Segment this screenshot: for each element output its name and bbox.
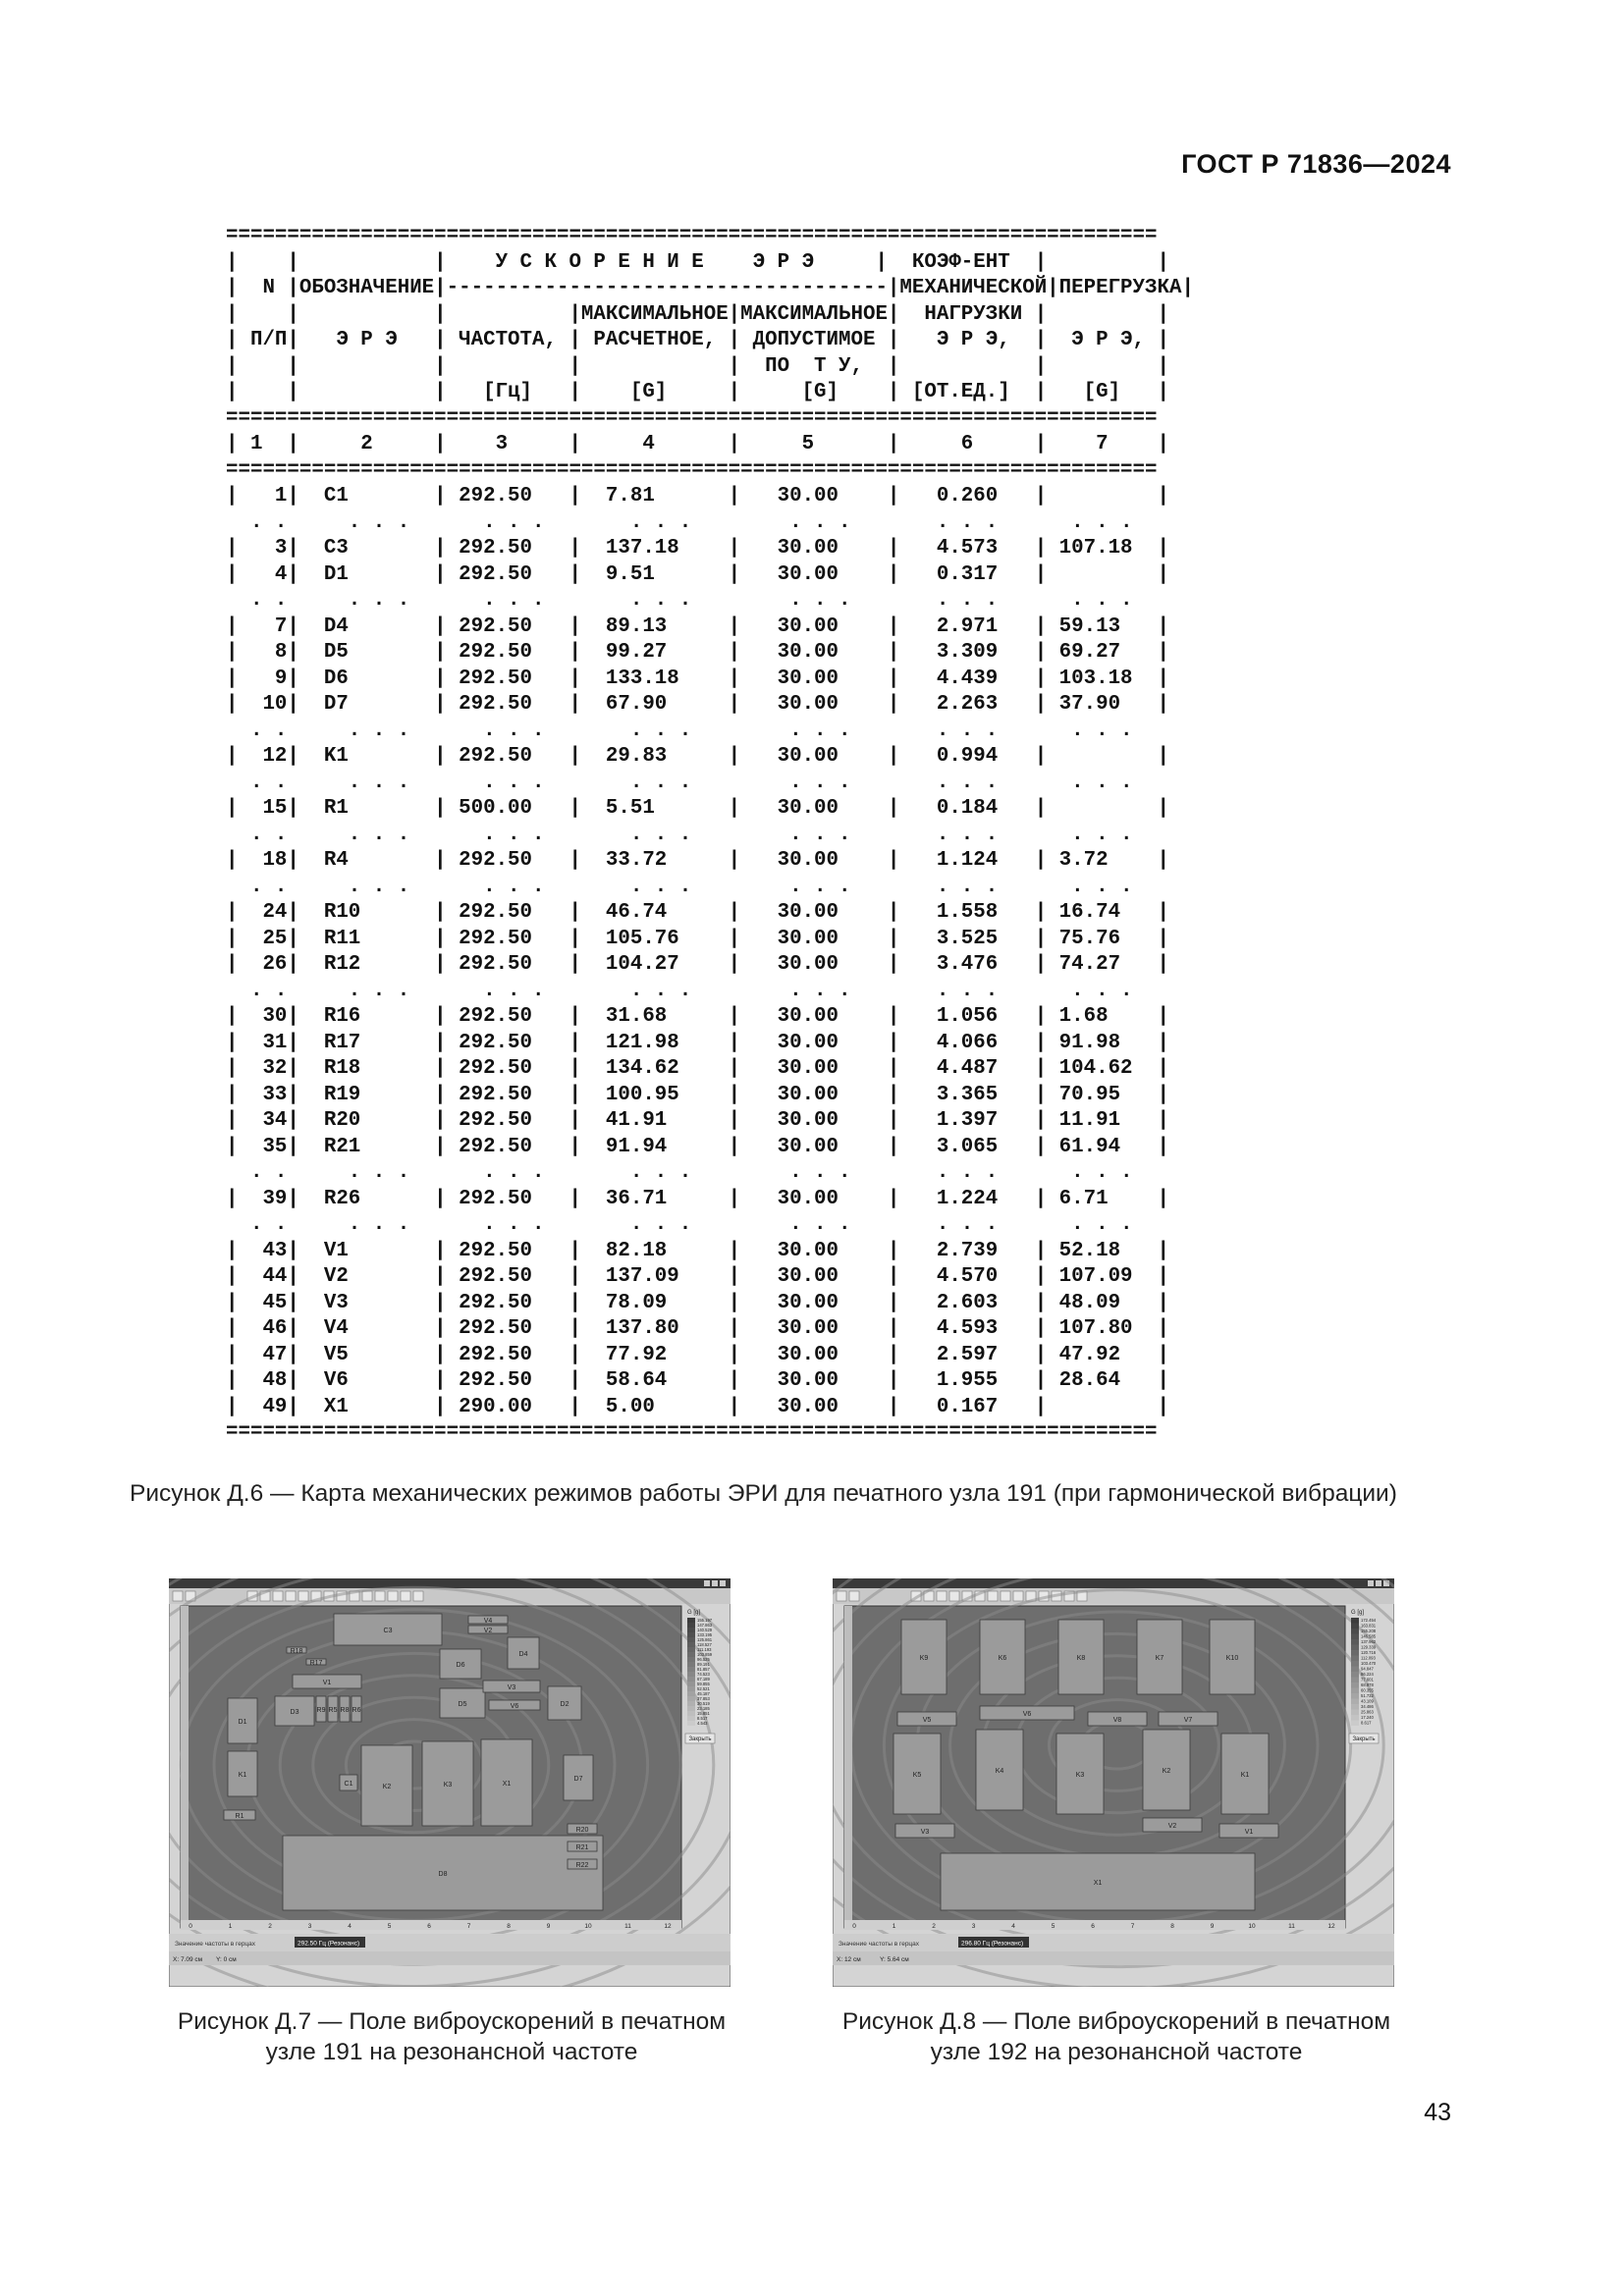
legend-value: 43.109 bbox=[1361, 1698, 1374, 1704]
legend-swatch bbox=[687, 1647, 695, 1652]
table-row-D5: | 8| D5 | 292.50 | 99.27 | 30.00 | 3.309 | 69.27 | bbox=[226, 641, 1169, 664]
status-x-coordinate: X: 7.09 см bbox=[173, 1956, 203, 1963]
title-bar bbox=[833, 1578, 1394, 1588]
legend-swatch bbox=[1351, 1721, 1359, 1727]
page-number: 43 bbox=[1424, 2099, 1451, 2126]
component-label: K3 bbox=[443, 1782, 453, 1789]
toolbar-tool-icon[interactable] bbox=[837, 1591, 846, 1601]
axis-tick-label: 9 bbox=[1210, 1923, 1215, 1930]
axis-tick-label: 0 bbox=[189, 1923, 192, 1930]
legend-swatch bbox=[1351, 1710, 1359, 1716]
axis-tick-label: 4 bbox=[1011, 1923, 1015, 1930]
component-label: R8 bbox=[340, 1707, 350, 1714]
legend-value: 8.617 bbox=[1361, 1720, 1372, 1726]
legend-swatch bbox=[1351, 1656, 1359, 1662]
table-row-R16: | 30| R16 | 292.50 | 31.68 | 30.00 | 1.056 | 1.68 | bbox=[226, 1005, 1169, 1028]
component-label: D2 bbox=[560, 1701, 569, 1708]
legend-value: 81.857 bbox=[697, 1667, 710, 1672]
legend-value: 125.861 bbox=[697, 1637, 713, 1642]
component-label: C3 bbox=[383, 1628, 393, 1634]
table-row-R11: | 25| R11 | 292.50 | 105.76 | 30.00 | 3.525 | 75.76 | bbox=[226, 927, 1169, 950]
frequency-value: 292.50 Гц (Резонанс) bbox=[298, 1940, 360, 1948]
component-label: R21 bbox=[575, 1844, 589, 1851]
component-label: V1 bbox=[322, 1680, 332, 1686]
legend-value: 146.585 bbox=[1361, 1633, 1377, 1639]
component-label: V7 bbox=[1183, 1717, 1193, 1724]
axis-tick-label: 5 bbox=[387, 1923, 392, 1930]
table-row-D1: | 4| D1 | 292.50 | 9.51 | 30.00 | 0.317 | | bbox=[226, 562, 1169, 586]
legend-swatch bbox=[1351, 1661, 1359, 1667]
legend-swatch bbox=[1351, 1715, 1359, 1721]
frequency-label: Значение частоты в герцах bbox=[175, 1941, 256, 1948]
component-label: K7 bbox=[1155, 1655, 1164, 1662]
legend-unit: G [g] bbox=[687, 1610, 701, 1616]
table-row-V2: | 44| V2 | 292.50 | 137.09 | 30.00 | 4.570 | 107.09 | bbox=[226, 1265, 1169, 1288]
close-button-label: Закрыть bbox=[1352, 1736, 1376, 1742]
legend-value: 133.195 bbox=[697, 1632, 713, 1637]
legend-swatch bbox=[1351, 1650, 1359, 1656]
table-row-R10: | 24| R10 | 292.50 | 46.74 | 30.00 | 1.558 | 16.74 | bbox=[226, 901, 1169, 924]
horizontal-ruler bbox=[844, 1920, 1345, 1930]
component-label: R18 bbox=[290, 1648, 303, 1655]
axis-tick-label: 0 bbox=[852, 1923, 856, 1930]
axis-tick-label: 8 bbox=[1170, 1923, 1174, 1930]
axis-tick-label: 10 bbox=[584, 1923, 592, 1930]
toolbar-tool-icon[interactable] bbox=[937, 1591, 947, 1601]
vertical-ruler bbox=[181, 1606, 189, 1928]
axis-tick-label: 5 bbox=[1051, 1923, 1056, 1930]
axis-tick-label: 2 bbox=[268, 1923, 272, 1930]
legend-swatch bbox=[1351, 1682, 1359, 1688]
component-label: D1 bbox=[238, 1719, 247, 1726]
axis-tick-label: 11 bbox=[1288, 1923, 1295, 1930]
table-row-C3: | 3| C3 | 292.50 | 137.18 | 30.00 | 4.573 | 107.18 | bbox=[226, 537, 1169, 560]
table-row-D4: | 7| D4 | 292.50 | 89.13 | 30.00 | 2.971 | 59.13 | bbox=[226, 614, 1169, 638]
legend-value: 94.847 bbox=[1361, 1666, 1374, 1672]
figure-caption-d6: Рисунок Д.6 — Карта механических режимов работы ЭРИ для печатного узла 191 (при гармонической вибрации) bbox=[130, 1480, 1397, 1507]
axis-tick-label: 9 bbox=[546, 1923, 551, 1930]
axis-tick-label: 2 bbox=[932, 1923, 936, 1930]
vibration-field-screenshot-191 bbox=[169, 1578, 731, 1987]
component-label: K3 bbox=[1075, 1772, 1085, 1779]
legend-swatch bbox=[1351, 1624, 1359, 1629]
legend-swatch bbox=[1351, 1634, 1359, 1640]
axis-tick-label: 1 bbox=[228, 1923, 233, 1930]
table-header-line: | | | | | ПО Т У, | | | bbox=[226, 354, 1169, 378]
vibration-field-screenshot-192 bbox=[833, 1578, 1394, 1987]
component-label: K8 bbox=[1076, 1655, 1086, 1662]
frequency-label: Значение частоты в герцах bbox=[839, 1941, 920, 1948]
component-label: V3 bbox=[507, 1684, 516, 1691]
legend-value: 155.208 bbox=[1361, 1629, 1377, 1633]
component-label: V4 bbox=[483, 1618, 493, 1625]
toolbar-tool-icon[interactable] bbox=[273, 1591, 283, 1601]
legend-swatch bbox=[1351, 1699, 1359, 1705]
legend-swatch bbox=[1351, 1618, 1359, 1624]
axis-tick-label: 3 bbox=[307, 1923, 312, 1930]
toolbar-tool-icon[interactable] bbox=[298, 1591, 308, 1601]
table-header-line: | N |ОБОЗНАЧЕНИЕ|------------------------------------|МЕХАНИЧЕСКОЙ|ПЕРЕГРУЗКА| bbox=[226, 277, 1194, 299]
component-label: K2 bbox=[1162, 1768, 1171, 1775]
table-row-C1: | 1| C1 | 292.50 | 7.81 | 30.00 | 0.260 | | bbox=[226, 485, 1169, 507]
legend-value: 68.978 bbox=[1361, 1682, 1374, 1687]
component-label: R17 bbox=[309, 1660, 323, 1667]
toolbar-tool-icon[interactable] bbox=[849, 1591, 859, 1601]
legend-value: 140.529 bbox=[697, 1628, 713, 1632]
component-label: R9 bbox=[316, 1707, 326, 1714]
table-header-line: | | | [Гц] | [G] | [G] | [ОТ.ЕД.] | [G] | bbox=[226, 381, 1169, 403]
axis-tick-label: 7 bbox=[1130, 1923, 1135, 1930]
axis-tick-label: 12 bbox=[1327, 1923, 1335, 1930]
legend-value: 147.863 bbox=[697, 1623, 713, 1628]
legend-value: 37.853 bbox=[697, 1696, 710, 1701]
component-label: D5 bbox=[458, 1701, 467, 1708]
legend-value: 67.189 bbox=[697, 1677, 710, 1682]
table-row-R18: | 32| R18 | 292.50 | 134.62 | 30.00 | 4.487 | 104.62 | bbox=[226, 1057, 1169, 1080]
table-row-V4: | 46| V4 | 292.50 | 137.80 | 30.00 | 4.593 | 107.80 | bbox=[226, 1317, 1169, 1340]
table-row-X1: | 49| X1 | 290.00 | 5.00 | 30.00 | 0.167 | | bbox=[226, 1395, 1169, 1418]
component-label: D8 bbox=[438, 1871, 448, 1878]
table-ellipsis-row: . . . . . . . . . . . . . . . . . . . . bbox=[226, 771, 1133, 794]
minimize-window-button[interactable] bbox=[704, 1580, 710, 1586]
legend-swatch bbox=[687, 1618, 695, 1623]
legend-swatch bbox=[687, 1632, 695, 1637]
legend-value: 118.527 bbox=[697, 1642, 712, 1647]
legend-swatch bbox=[687, 1691, 695, 1696]
toolbar-tool-icon[interactable] bbox=[362, 1591, 372, 1601]
table-ellipsis-row: . . . . . . . . . . . . . . . . . . . . bbox=[226, 979, 1133, 1002]
component-label: R1 bbox=[235, 1813, 244, 1820]
table-column-numbers: | 1 | 2 | 3 | 4 | 5 | 6 | 7 | bbox=[226, 433, 1169, 455]
legend-swatch bbox=[1351, 1678, 1359, 1683]
component-label: D3 bbox=[290, 1709, 299, 1716]
figure-caption-d8: Рисунок Д.8 — Поле виброускорений в печатном узле 192 на резонансной частоте bbox=[841, 2008, 1391, 2065]
legend-value: 96.525 bbox=[697, 1657, 710, 1662]
legend-value: 15.851 bbox=[697, 1711, 710, 1716]
frequency-value: 296.80 Гц (Резонанс) bbox=[961, 1940, 1024, 1948]
legend-value: 34.486 bbox=[1361, 1704, 1374, 1709]
legend-value: 86.224 bbox=[1361, 1672, 1374, 1677]
component-label: K5 bbox=[912, 1772, 922, 1779]
table-border: ============================================================================ bbox=[226, 225, 1158, 247]
legend-value: 51.732 bbox=[1361, 1693, 1374, 1698]
component-label: R6 bbox=[352, 1707, 361, 1714]
title-bar bbox=[169, 1578, 731, 1588]
legend-value: 163.831 bbox=[1361, 1623, 1377, 1629]
component-label: V2 bbox=[483, 1628, 493, 1634]
legend-value: 129.339 bbox=[1361, 1644, 1377, 1650]
toolbar-tool-icon[interactable] bbox=[375, 1591, 385, 1601]
table-row-D6: | 9| D6 | 292.50 | 133.18 | 30.00 | 4.439 | 103.18 | bbox=[226, 667, 1169, 690]
legend-swatch bbox=[1351, 1672, 1359, 1678]
legend-unit: G [g] bbox=[1351, 1610, 1365, 1616]
close-window-button[interactable] bbox=[720, 1580, 726, 1586]
axis-tick-label: 6 bbox=[427, 1923, 431, 1930]
axis-tick-label: 8 bbox=[507, 1923, 511, 1930]
legend-value: 120.716 bbox=[1361, 1650, 1377, 1655]
component-label: D4 bbox=[518, 1651, 528, 1658]
status-x-coordinate: X: 12 см bbox=[837, 1956, 861, 1963]
component-label: C1 bbox=[344, 1781, 353, 1788]
table-border: ============================================================================ bbox=[226, 1421, 1158, 1444]
table-row-R1: | 15| R1 | 500.00 | 5.51 | 30.00 | 0.184 | | bbox=[226, 797, 1169, 820]
legend-value: 25.863 bbox=[1361, 1709, 1374, 1715]
minimize-window-button[interactable] bbox=[1368, 1580, 1374, 1586]
legend-value: 74.523 bbox=[697, 1672, 710, 1677]
horizontal-ruler bbox=[181, 1920, 681, 1930]
table-row-K1: | 12| K1 | 292.50 | 29.83 | 30.00 | 0.994 | | bbox=[226, 745, 1169, 768]
legend-value: 60.355 bbox=[1361, 1687, 1374, 1693]
legend-swatch bbox=[1351, 1693, 1359, 1699]
legend-value: 172.454 bbox=[1361, 1618, 1377, 1623]
component-label: K6 bbox=[998, 1655, 1007, 1662]
legend-swatch bbox=[687, 1682, 695, 1686]
legend-value: 89.191 bbox=[697, 1662, 710, 1667]
legend-value: 59.855 bbox=[697, 1682, 710, 1686]
table-row-D7: | 10| D7 | 292.50 | 67.90 | 30.00 | 2.263 | 37.90 | bbox=[226, 693, 1169, 716]
toolbar-tool-icon[interactable] bbox=[413, 1591, 423, 1601]
table-row-R4: | 18| R4 | 292.50 | 33.72 | 30.00 | 1.124 | 3.72 | bbox=[226, 849, 1169, 872]
legend-swatch bbox=[687, 1716, 695, 1721]
axis-tick-label: 12 bbox=[664, 1923, 672, 1930]
legend-value: 23.185 bbox=[697, 1706, 710, 1711]
legend-value: 30.519 bbox=[697, 1701, 710, 1706]
legend-swatch bbox=[687, 1672, 695, 1677]
legend-swatch bbox=[1351, 1667, 1359, 1673]
vertical-ruler bbox=[844, 1606, 852, 1928]
legend-swatch bbox=[687, 1642, 695, 1647]
legend-swatch bbox=[1351, 1639, 1359, 1645]
table-ellipsis-row: . . . . . . . . . . . . . . . . . . . . bbox=[226, 875, 1133, 898]
component-label: V6 bbox=[1022, 1711, 1032, 1718]
table-ellipsis-row: . . . . . . . . . . . . . . . . . . . . bbox=[226, 589, 1133, 612]
legend-swatch bbox=[687, 1657, 695, 1662]
legend-value: 45.187 bbox=[697, 1691, 710, 1696]
table-ellipsis-row: . . . . . . . . . . . . . . . . . . . . bbox=[226, 510, 1133, 534]
toolbar-tool-icon[interactable] bbox=[1001, 1591, 1010, 1601]
table-ellipsis-row: . . . . . . . . . . . . . . . . . . . . bbox=[226, 1213, 1133, 1236]
table-border: ============================================================================ bbox=[226, 406, 1158, 430]
table-row-R17: | 31| R17 | 292.50 | 121.98 | 30.00 | 4.066 | 91.98 | bbox=[226, 1031, 1169, 1054]
table-row-R21: | 35| R21 | 292.50 | 91.94 | 30.00 | 3.065 | 61.94 | bbox=[226, 1135, 1169, 1158]
component-label: V1 bbox=[1244, 1829, 1254, 1836]
legend-value: 155.197 bbox=[697, 1618, 713, 1623]
legend-swatch bbox=[687, 1696, 695, 1701]
table-header-line: | | | У С К О Р Е Н И Е Э Р Э | КОЭФ-ЕНТ | | bbox=[226, 250, 1169, 274]
component-label: X1 bbox=[1093, 1880, 1103, 1887]
toolbar-tool-icon[interactable] bbox=[1013, 1591, 1023, 1601]
close-button-label: Закрыть bbox=[688, 1736, 712, 1742]
component-label: K2 bbox=[382, 1784, 392, 1790]
legend-value: 112.093 bbox=[1361, 1655, 1376, 1661]
legend-swatch bbox=[687, 1706, 695, 1711]
component-label: V5 bbox=[922, 1717, 932, 1724]
toolbar-tool-icon[interactable] bbox=[949, 1591, 959, 1601]
table-row-V5: | 47| V5 | 292.50 | 77.92 | 30.00 | 2.597 | 47.92 | bbox=[226, 1343, 1169, 1366]
component-label: R22 bbox=[575, 1862, 589, 1869]
legend-value: 137.962 bbox=[1361, 1639, 1377, 1644]
component-label: X1 bbox=[502, 1781, 512, 1788]
component-label: V3 bbox=[920, 1829, 930, 1836]
component-label: V8 bbox=[1112, 1717, 1122, 1724]
table-ellipsis-row: . . . . . . . . . . . . . . . . . . . . bbox=[226, 1161, 1133, 1184]
table-row-V6: | 48| V6 | 292.50 | 58.64 | 30.00 | 1.955 | 28.64 | bbox=[226, 1369, 1169, 1392]
table-row-R26: | 39| R26 | 292.50 | 36.71 | 30.00 | 1.224 | 6.71 | bbox=[226, 1187, 1169, 1210]
legend-swatch bbox=[1351, 1688, 1359, 1694]
component-label: V6 bbox=[510, 1703, 519, 1710]
toolbar-tool-icon[interactable] bbox=[286, 1591, 296, 1601]
axis-tick-label: 4 bbox=[348, 1923, 352, 1930]
status-y-coordinate: Y: 5.64 см bbox=[880, 1956, 909, 1963]
component-label: K4 bbox=[995, 1768, 1004, 1775]
maximize-window-button[interactable] bbox=[1376, 1580, 1381, 1586]
legend-swatch bbox=[687, 1667, 695, 1672]
axis-tick-label: 6 bbox=[1091, 1923, 1095, 1930]
legend-value: 111.193 bbox=[697, 1647, 712, 1652]
legend-swatch bbox=[1351, 1645, 1359, 1651]
status-bar bbox=[169, 1951, 731, 1965]
axis-tick-label: 1 bbox=[892, 1923, 896, 1930]
legend-swatch bbox=[687, 1628, 695, 1632]
component-label: K1 bbox=[1240, 1772, 1250, 1779]
table-header-line: | П/П| Э Р Э | ЧАСТОТА, | РАСЧЕТНОЕ, | ДОПУСТИМОЕ | Э Р Э, | Э Р Э, | bbox=[226, 329, 1169, 351]
legend-swatch bbox=[687, 1677, 695, 1682]
table-row-R19: | 33| R19 | 292.50 | 100.95 | 30.00 | 3.365 | 70.95 | bbox=[226, 1083, 1169, 1106]
axis-tick-label: 7 bbox=[466, 1923, 471, 1930]
component-label: K9 bbox=[919, 1655, 929, 1662]
legend-swatch bbox=[1351, 1629, 1359, 1634]
legend-value: 77.601 bbox=[1361, 1677, 1374, 1682]
component-label: K1 bbox=[238, 1772, 247, 1779]
maximize-window-button[interactable] bbox=[712, 1580, 718, 1586]
legend-swatch bbox=[687, 1662, 695, 1667]
component-label: K10 bbox=[1225, 1655, 1239, 1662]
component-label: D7 bbox=[573, 1776, 583, 1783]
toolbar-tool-icon[interactable] bbox=[988, 1591, 998, 1601]
legend-value: 103.859 bbox=[697, 1652, 713, 1657]
status-bar bbox=[833, 1951, 1394, 1965]
legend-swatch bbox=[687, 1721, 695, 1726]
figure-caption-d7: Рисунок Д.7 — Поле виброускорений в печатном узле 191 на резонансной частоте bbox=[177, 2008, 727, 2065]
table-row-V1: | 43| V1 | 292.50 | 82.18 | 30.00 | 2.739 | 52.18 | bbox=[226, 1239, 1169, 1262]
table-ellipsis-row: . . . . . . . . . . . . . . . . . . . . bbox=[226, 823, 1133, 846]
table-row-R12: | 26| R12 | 292.50 | 104.27 | 30.00 | 3.476 | 74.27 | bbox=[226, 953, 1169, 976]
legend-value: 4.543 bbox=[697, 1721, 708, 1726]
legend-swatch bbox=[687, 1711, 695, 1716]
toolbar-tool-icon[interactable] bbox=[173, 1591, 183, 1601]
table-header-line: | | | |МАКСИМАЛЬНОЕ|МАКСИМАЛЬНОЕ| НАГРУЗКИ | | bbox=[226, 302, 1169, 326]
axis-tick-label: 3 bbox=[971, 1923, 976, 1930]
toolbar-tool-icon[interactable] bbox=[401, 1591, 410, 1601]
legend-swatch bbox=[687, 1701, 695, 1706]
component-label: V2 bbox=[1167, 1823, 1177, 1830]
table-ellipsis-row: . . . . . . . . . . . . . . . . . . . . bbox=[226, 719, 1133, 742]
legend-value: 52.521 bbox=[697, 1686, 710, 1691]
component-label: D6 bbox=[456, 1662, 465, 1669]
document-standard-number: ГОСТ Р 71836—2024 bbox=[1181, 149, 1451, 179]
status-y-coordinate: Y: 0 см bbox=[216, 1956, 237, 1963]
legend-swatch bbox=[687, 1686, 695, 1691]
legend-swatch bbox=[1351, 1704, 1359, 1710]
table-row-V3: | 45| V3 | 292.50 | 78.09 | 30.00 | 2.603 | 48.09 | bbox=[226, 1291, 1169, 1314]
legend-value: 103.470 bbox=[1361, 1661, 1377, 1666]
table-row-R20: | 34| R20 | 292.50 | 41.91 | 30.00 | 1.397 | 11.91 | bbox=[226, 1109, 1169, 1132]
axis-tick-label: 11 bbox=[624, 1923, 631, 1930]
legend-swatch bbox=[687, 1637, 695, 1642]
component-label: R5 bbox=[328, 1707, 338, 1714]
legend-value: 8.517 bbox=[697, 1716, 708, 1721]
results-table bbox=[226, 224, 1345, 1447]
table-border: ============================================================================ bbox=[226, 458, 1158, 482]
toolbar-tool-icon[interactable] bbox=[388, 1591, 398, 1601]
legend-swatch bbox=[687, 1652, 695, 1657]
legend-swatch bbox=[687, 1623, 695, 1628]
component-label: R20 bbox=[575, 1827, 589, 1834]
axis-tick-label: 10 bbox=[1248, 1923, 1256, 1930]
legend-value: 17.240 bbox=[1361, 1715, 1374, 1720]
